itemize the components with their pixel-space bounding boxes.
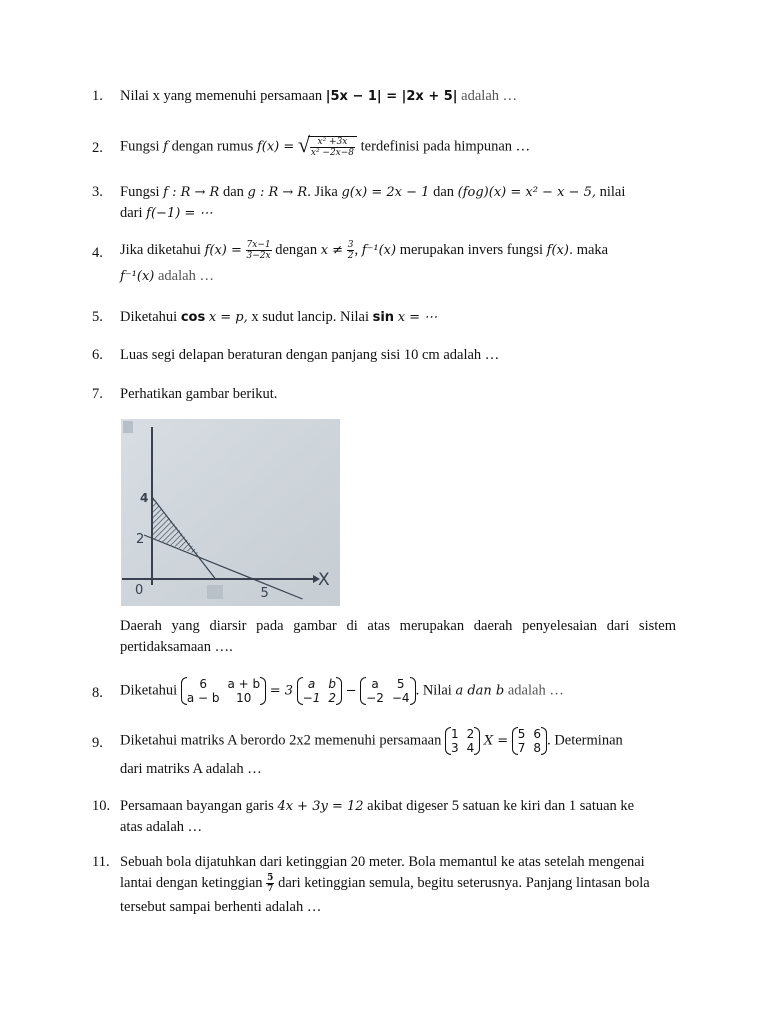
question-text: Fungsi: [120, 138, 160, 155]
fraction-numerator: 7x−1: [246, 240, 271, 251]
question-text: Luas segi delapan beraturan dengan panjang sisi 10 cm adalah …: [120, 347, 500, 363]
question-text: dan: [433, 184, 455, 200]
x-tick-label-5: 5: [260, 586, 269, 601]
question-9: [92, 727, 676, 777]
matrix-cell: 7: [517, 741, 526, 755]
question-text: . Determinan: [547, 732, 623, 749]
question-text: akibat digeser 5 satuan ke kiri dan 1 satuan ke: [367, 798, 635, 814]
question-4: [92, 240, 676, 288]
question-number: 6.: [92, 347, 103, 363]
math-expression: f(x) =: [256, 139, 295, 155]
question-text: ,: [354, 242, 359, 258]
math-expression: g(x) = 2x − 1: [341, 185, 430, 200]
matrix-cell: 6: [199, 677, 207, 691]
matrix-cell: 8: [533, 741, 542, 755]
question-text: dari: [120, 205, 143, 221]
question-text: adalah …: [461, 88, 518, 104]
fraction-denominator: 3−2x: [246, 251, 271, 262]
question-number: 4.: [92, 245, 103, 261]
question-text: Sebuah bola dijatuhkan dari ketinggian 20 meter. Bola memantul ke atas setelah mengenai: [120, 854, 645, 870]
math-expression: x = ⋯: [397, 310, 438, 325]
math-expression: f : R → R: [163, 185, 220, 200]
math-expression: |5x − 1| = |2x + 5|: [325, 89, 458, 104]
question-10: [92, 796, 676, 840]
math-expression: f(x).: [546, 243, 574, 258]
question-5: [92, 307, 676, 329]
math-expression: f(x) =: [204, 243, 242, 258]
math-expression: x = p,: [208, 310, 248, 325]
question-text: lantai dengan ketinggian: [120, 875, 263, 891]
matrix-cell: −2: [366, 691, 384, 705]
matrix-cell: a + b: [227, 677, 261, 691]
question-text: Jika diketahui: [120, 242, 201, 258]
question-number: 8.: [92, 685, 103, 701]
question-text: merupakan invers fungsi: [399, 242, 544, 258]
matrix-cell: 1: [450, 727, 459, 741]
question-7-caption: [92, 616, 676, 660]
question-text: terdefinisi pada himpunan …: [360, 138, 531, 155]
question-text: . Jika: [307, 184, 338, 200]
question-number: 5.: [92, 309, 103, 325]
matrix: [360, 677, 415, 705]
y-tick-label-2: 2: [136, 532, 145, 547]
math-expression: g : R → R: [247, 185, 308, 200]
question-8: [92, 677, 676, 711]
question-text: Perhatikan gambar berikut.: [120, 386, 278, 402]
question-text: dari matriks A adalah …: [120, 761, 262, 777]
question-text: atas adalah …: [120, 819, 203, 835]
math-expression: X =: [483, 733, 509, 749]
question-text: x sudut lancip. Nilai: [251, 309, 369, 325]
math-expression: cos: [180, 310, 206, 325]
question-1: [92, 86, 676, 108]
fraction-numerator: x² +3x: [310, 137, 355, 148]
question-text: dengan rumus: [171, 138, 254, 155]
y-tick-label-4: 4: [140, 491, 149, 505]
matrix: [512, 727, 547, 755]
matrix-cell: a: [371, 677, 379, 691]
question-7: [92, 384, 676, 406]
matrix-cell: 2: [328, 691, 337, 705]
scan-artifact: [123, 421, 133, 433]
matrix-cell: 6: [533, 727, 542, 741]
math-expression: 4x + 3y = 12: [277, 799, 364, 814]
matrix-cell: 5: [396, 677, 405, 691]
question-number: 10.: [92, 798, 111, 814]
matrix-cell: 5: [517, 727, 526, 741]
matrix: [445, 727, 480, 755]
fraction-numerator: 3: [347, 240, 354, 251]
matrix-cell: b: [328, 677, 336, 691]
math-expression: (fog)(x) = x² − x − 5,: [457, 185, 596, 200]
question-text: nilai: [599, 184, 626, 200]
question-text: dan: [222, 184, 244, 200]
question-number: 3.: [92, 184, 103, 200]
math-expression: sin: [372, 310, 395, 325]
question-text: Diketahui matriks A berordo 2x2 memenuhi persamaan: [120, 732, 442, 749]
fraction-denominator: 7: [267, 884, 274, 895]
matrix: [297, 677, 342, 705]
question-text: dari ketinggian semula, begitu seterusnya. Panjang lintasan bola: [278, 875, 650, 891]
fraction-denominator: 2: [347, 251, 354, 262]
fraction-numerator: 5: [267, 873, 274, 884]
question-text: Fungsi: [120, 184, 160, 200]
question-text: tersebut sampai berhenti adalah …: [120, 899, 322, 915]
math-expression: f: [163, 139, 168, 155]
question-text: . Nilai: [415, 682, 452, 699]
math-expression: a dan b: [455, 683, 505, 699]
math-expression: f(−1) = ⋯: [146, 206, 213, 221]
question-number: 2.: [92, 140, 103, 156]
question-text: Nilai x yang memenuhi persamaan: [120, 88, 323, 104]
matrix-cell: a − b: [186, 691, 220, 705]
fraction-denominator: x² −2x−8: [310, 148, 355, 159]
math-expression: x ≠: [320, 243, 344, 258]
matrix-cell: −4: [391, 691, 410, 705]
x-axis-label: X: [318, 570, 330, 590]
question-number: 11.: [92, 854, 110, 870]
radical-sign: √: [297, 132, 310, 157]
question-text: Persamaan bayangan garis: [120, 798, 274, 814]
question-text: Diketahui: [120, 682, 178, 699]
matrix-cell: 4: [466, 741, 475, 755]
caption-text: Daerah yang diarsir pada gambar di atas merupakan daerah penyelesaian dari sistem pertidaksamaan ….: [120, 618, 676, 655]
math-expression: f⁻¹(x): [361, 243, 397, 258]
question-text: Diketahui: [120, 309, 178, 325]
question-6: [92, 345, 676, 367]
math-expression: = 3: [269, 683, 294, 699]
math-expression: −: [345, 683, 357, 699]
matrix-cell: 3: [450, 741, 459, 755]
question-number: 9.: [92, 735, 103, 751]
math-expression: f⁻¹(x): [120, 269, 155, 284]
question-text: adalah …: [158, 268, 214, 284]
question-2: [92, 132, 676, 162]
square-root: [297, 132, 357, 159]
graph-figure: [121, 419, 340, 606]
matrix-cell: a: [307, 677, 316, 691]
matrix-cell: 2: [466, 727, 475, 741]
matrix-cell: −1: [302, 691, 321, 705]
question-text: maka: [576, 242, 609, 258]
origin-label: 0: [135, 583, 144, 598]
matrix-cell: 10: [236, 691, 252, 705]
matrix: [181, 677, 266, 705]
question-11: [92, 852, 676, 922]
question-text: dengan: [275, 242, 318, 258]
question-text: adalah …: [507, 682, 564, 699]
scan-artifact: [207, 585, 223, 599]
question-3: [92, 182, 676, 226]
question-number: 7.: [92, 386, 103, 402]
question-number: 1.: [92, 88, 103, 104]
